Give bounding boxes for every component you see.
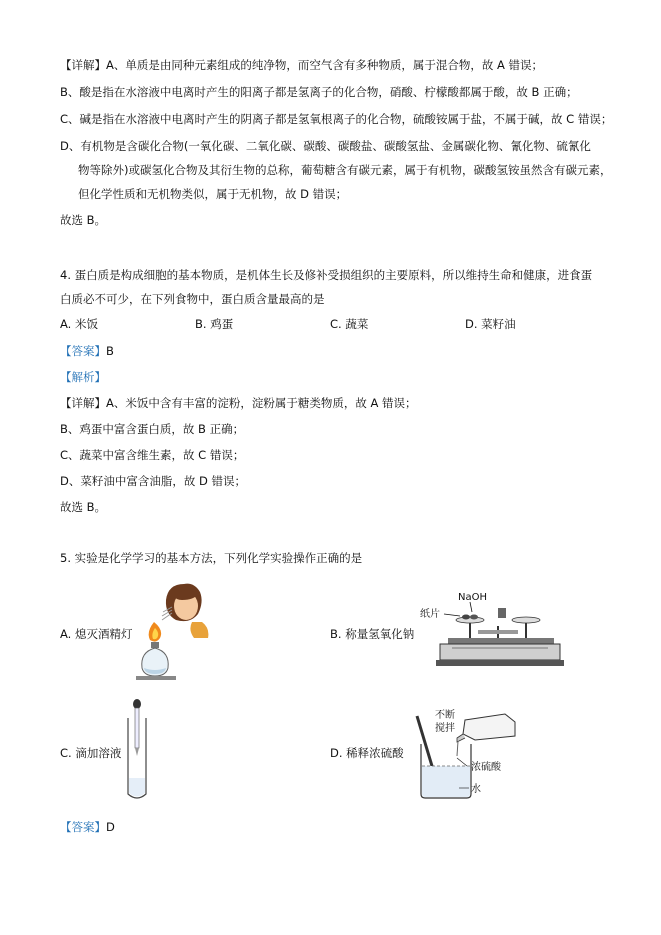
detail-line: 物等除外)或碳氢化合物及其衍生物的总称，葡萄糖含有碳元素，属于有机物，碳酸氢铵虽然含有碳元素， — [78, 163, 612, 177]
detail-line: B、酸是指在水溶液中电离时产生的阳离子都是氢离子的化合物，硝酸、柠檬酸都属于酸，故 B 正确； — [60, 85, 578, 99]
water-label: 水 — [471, 784, 481, 795]
q5-option-a: A. 熄灭酒精灯 — [60, 627, 133, 641]
q4-detail-line: B、鸡蛋中富含蛋白质，故 B 正确； — [60, 422, 245, 436]
q4-option-a: A. 米饭 — [60, 317, 98, 331]
q5-option-d: D. 稀释浓硫酸 — [330, 746, 404, 760]
blowing-lamp-figure — [132, 578, 212, 690]
detail-line: 但化学性质和无机物类似，属于无机物，故 D 错误； — [78, 187, 348, 201]
q4-option-d: D. 菜籽油 — [465, 317, 516, 331]
paper-label: 纸片 — [420, 609, 440, 620]
question-4-stem: 4. 蛋白质是构成细胞的基本物质，是机体生长及修补受损组织的主要原料，所以维持生命和健康，进食蛋 — [60, 268, 593, 282]
q4-answer: B — [106, 344, 114, 358]
q4-detail-line: D、菜籽油中富含油脂，故 D 错误； — [60, 474, 247, 488]
q4-conclusion-line: 故选 B。 — [60, 500, 107, 514]
detail-line: D、有机物是含碳化合物(一氧化碳、二氧化碳、碳酸、碳酸盐、碳酸氢盐、金属碳化物、氰化物、硫氰化 — [60, 139, 591, 153]
analysis-tag: 【解析】 — [60, 370, 106, 384]
dropper-figure — [122, 698, 152, 802]
naoh-label: NaOH — [458, 592, 487, 603]
acid-label: 浓硫酸 — [471, 762, 501, 773]
q4-detail-line: 【详解】A、米饭中含有丰富的淀粉，淀粉属于糖类物质，故 A 错误； — [60, 396, 417, 410]
dilution-figure — [405, 708, 525, 804]
q5-option-c: C. 滴加溶液 — [60, 746, 122, 760]
q4-detail-line: C、蔬菜中富含维生素，故 C 错误； — [60, 448, 245, 462]
detail-line: 【详解】A、单质是由同种元素组成的纯净物，而空气含有多种物质，属于混合物，故 A 错误； — [60, 58, 544, 72]
detail-line: C、碱是指在水溶液中电离时产生的阴离子都是氢氧根离子的化合物，硫酸铵属于盐，不属于碱，故 C 错误； — [60, 112, 613, 126]
q5-answer-line — [60, 819, 115, 835]
stir-label-2: 搅拌 — [435, 723, 455, 734]
question-4-stem: 白质必不可少，在下列食物中，蛋白质含量最高的是 — [60, 292, 325, 306]
q5-answer: D — [106, 820, 115, 834]
stir-label-1: 不断 — [435, 710, 455, 721]
q4-answer-line — [60, 343, 114, 359]
q4-option-c: C. 蔬菜 — [330, 317, 369, 331]
q5-option-b: B. 称量氢氧化钠 — [330, 627, 415, 641]
question-5-stem: 5. 实验是化学学习的基本方法，下列化学实验操作正确的是 — [60, 551, 363, 565]
balance-figure — [418, 590, 568, 672]
conclusion-line: 故选 B。 — [60, 213, 107, 227]
q4-option-b: B. 鸡蛋 — [195, 317, 234, 331]
answer-tag: 【答案】 — [60, 344, 106, 358]
answer-tag: 【答案】 — [60, 820, 106, 834]
